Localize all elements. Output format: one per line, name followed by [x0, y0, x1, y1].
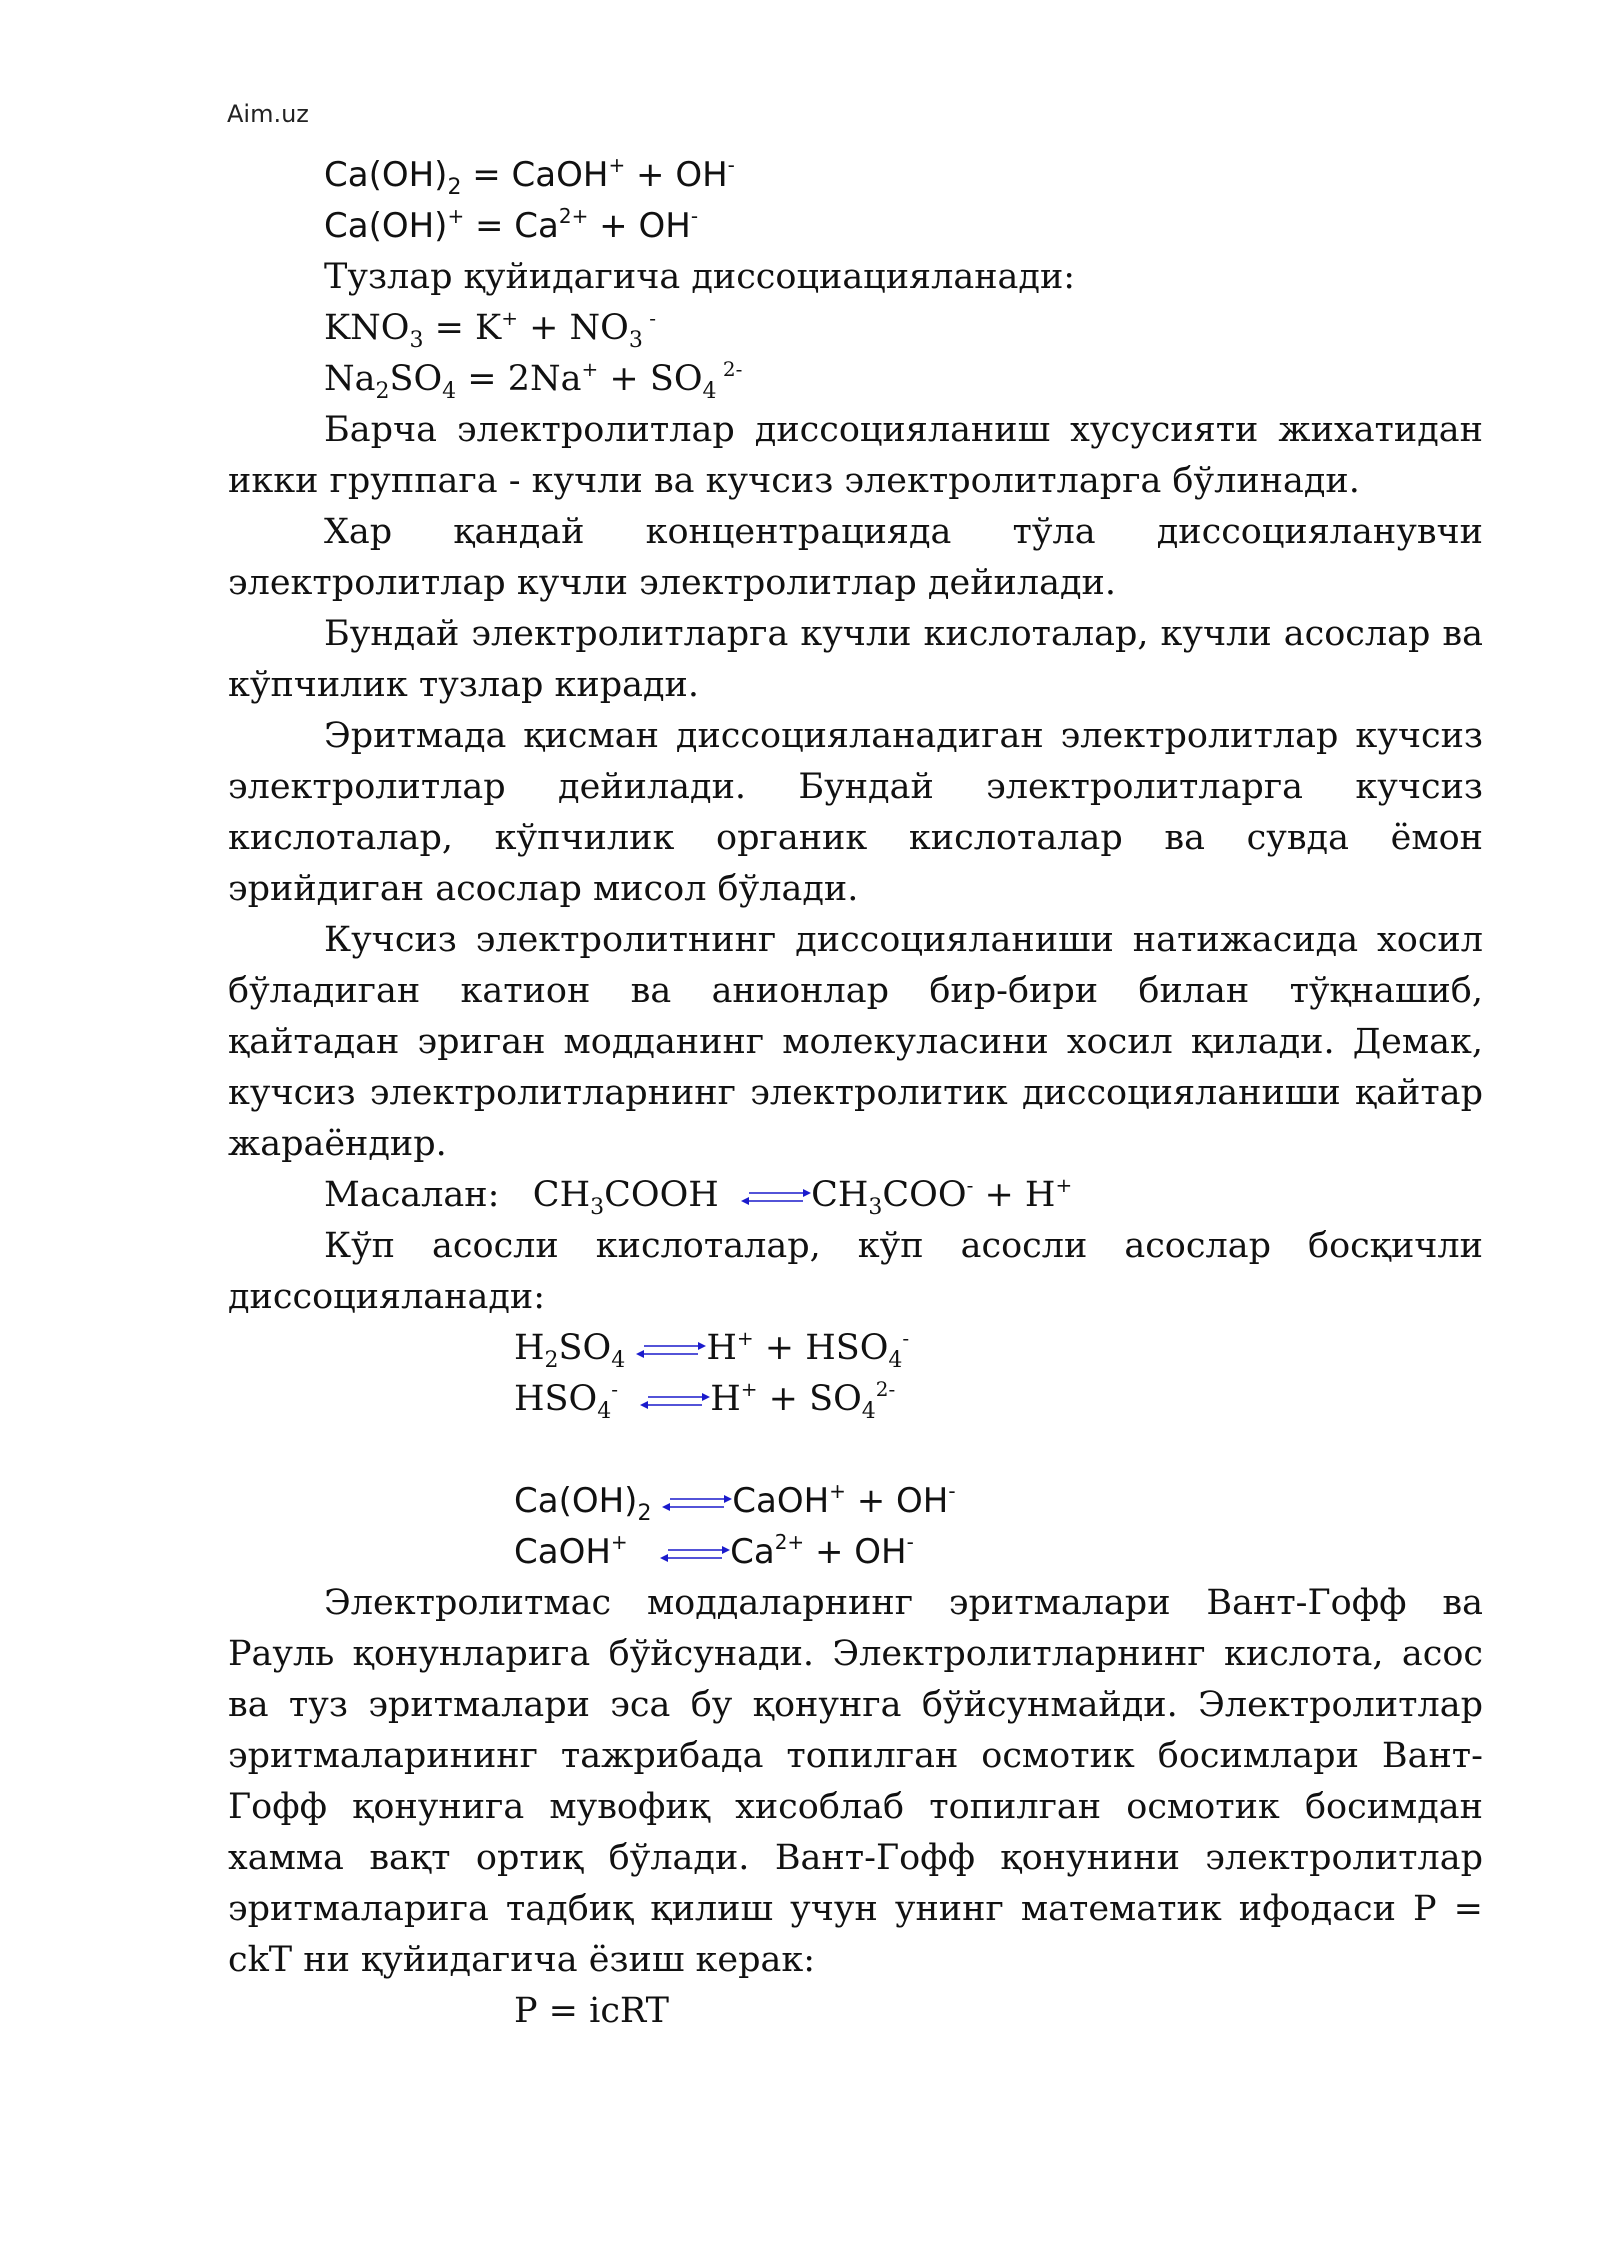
paragraph-strong-examples: Бундай электролитларга кучли кислоталар, кучли асослар ва кўпчилик тузлар киради. — [228, 614, 1483, 705]
equation-caoh2-step1: $Ca(OH)_2$ CaOH+ + OH- — [514, 1479, 956, 1526]
document-body — [228, 150, 1483, 2037]
watermark: Aim.uz — [227, 100, 309, 128]
equilibrium-arrow-icon — [636, 1335, 706, 1365]
equilibrium-arrow-icon — [640, 1386, 710, 1416]
equilibrium-arrow-icon — [741, 1182, 811, 1212]
paragraph-strong-electrolytes: Хар қандай концентрацияда тўла диссоцияланувчи электролитлар кучли электролитлар дейилади. — [228, 512, 1483, 603]
paragraph-weak-electrolytes: Эритмада қисман диссоцияланадиган электролитлар кучсиз электролитлар дейилади. Бундай электролитларга кучсиз кислоталар, кўпчилик органик кислоталар ва сувда ёмон эрийдиган асослар мисол бўлади. — [228, 716, 1483, 909]
paragraph-electrolyte-groups: Барча электролитлар диссоцияланиш хусусияти жихатидан икки группага - кучли ва кучсиз электролитларга бўлинади. — [228, 410, 1483, 501]
equation-kno3: $KNO_3 = K^+ + NO_3$ - — [324, 306, 656, 353]
example-acetic-acid: Масалан: $CH_3COOH$ $CH_3COO^- + H^+$ — [324, 1173, 1073, 1220]
paragraph-vant-hoff: Электролитмас моддаларнинг эритмалари Вант-Гофф ва Рауль қонунларига бўйсунади. Электролитларнинг кислота, асос ва туз эритмалари эса бу қонунга бўйсунмайди. Электролитлар эритмаларининг тажрибада топилган осмотик босимлари Вант-Гофф қонунига мувофиқ хисоблаб топилган осмотик босимдан хамма вақт ортиқ бўлади. Вант-Гофф қонунини электролитлар эритмаларига тадбиқ қилиш учун унинг математик ифодаси P = ckT ни қуйидагича ёзиш керак: — [228, 1583, 1483, 1980]
equation-h2so4-step1: $H_2SO_4$ $H^+ + HSO_4^-$ — [514, 1326, 910, 1373]
equilibrium-arrow-icon — [662, 1488, 732, 1518]
paragraph-weak-dissociation: Кучсиз электролитнинг диссоцияланиши натижасида хосил бўладиган катион ва анионлар бир-бири билан тўқнашиб, қайтадан эриган модданинг молекуласини хосил қилади. Демак, кучсиз электролитларнинг электролитик диссоцияланиши қайтар жараёндир. — [228, 920, 1483, 1164]
spacer — [228, 1425, 1483, 1476]
equation-caoh-step2: CaOH+ $Ca^{2+} + OH^-$ — [514, 1530, 914, 1572]
equation-caoh-second: $Ca(OH)^+ = Ca^{2+} + OH^-$ — [324, 204, 699, 246]
equation-hso4-step2: $HSO_4^-$ $H^+ + SO_4^{2-}$ — [514, 1377, 896, 1424]
equation-caoh2-first: $Ca(OH)_2$ = CaOH+ + OH- — [324, 153, 735, 200]
equilibrium-arrow-icon — [660, 1539, 730, 1569]
salts-dissociation-line: Тузлар қуйидагича диссоциацияланади: — [324, 257, 1076, 297]
equation-na2so4: $Na_2SO_4 = 2Na^+ + SO_4$ $^{2-}$ — [324, 357, 743, 404]
paragraph-polybasic: Кўп асосли кислоталар, кўп асосли асослар босқичли диссоцияланади: — [228, 1226, 1483, 1317]
formula-p-icrt: P = icRT — [514, 1991, 670, 2031]
